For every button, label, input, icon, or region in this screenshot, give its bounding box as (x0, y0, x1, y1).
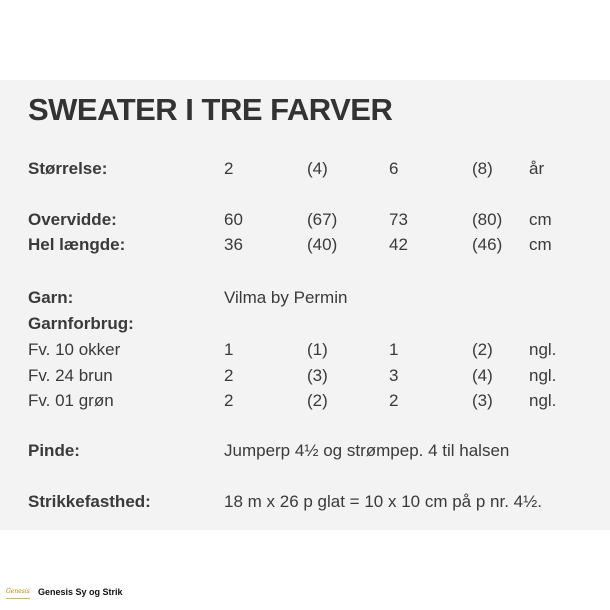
yarn-amount: 2 (224, 366, 234, 385)
laengde-label: Hel længde: (28, 235, 126, 254)
yarn-row (0, 364, 610, 388)
yarn-amount: 3 (389, 366, 399, 385)
yarn-amount: 1 (224, 340, 234, 359)
yarn-amount: 2 (224, 391, 234, 410)
strikkefasthed-row (0, 490, 610, 514)
yarn-amount: 2 (389, 391, 399, 410)
overvidde-value: 73 (389, 210, 408, 229)
pattern-title: SWEATER I TRE FARVER (28, 92, 393, 127)
yarn-color-label: Fv. 24 brun (28, 366, 113, 385)
overvidde-row (0, 208, 610, 232)
garn-value: Vilma by Permin (224, 288, 348, 307)
shop-footer (6, 585, 123, 599)
overvidde-unit: cm (529, 210, 552, 229)
size-row (0, 157, 610, 181)
yarn-color-label: Fv. 01 grøn (28, 391, 114, 410)
strikkefasthed-label: Strikkefasthed: (28, 492, 151, 511)
pinde-value: Jumperp 4½ og strømpep. 4 til halsen (224, 441, 510, 460)
shop-logo: Genesis (6, 586, 30, 599)
laengde-value: 36 (224, 235, 243, 254)
garn-label: Garn: (28, 288, 74, 307)
yarn-row (0, 389, 610, 413)
overvidde-value: (67) (307, 210, 338, 229)
yarn-unit: ngl. (529, 366, 557, 385)
size-unit: år (529, 159, 545, 178)
yarn-row (0, 338, 610, 362)
shop-name: Genesis Sy og Strik (38, 587, 123, 597)
yarn-amount: (1) (307, 340, 328, 359)
yarn-color-label: Fv. 10 okker (28, 340, 121, 359)
yarn-amount: (2) (307, 391, 328, 410)
overvidde-value: 60 (224, 210, 243, 229)
laengde-value: (46) (472, 235, 503, 254)
yarn-amount: (3) (307, 366, 328, 385)
overvidde-label: Overvidde: (28, 210, 117, 229)
overvidde-value: (80) (472, 210, 503, 229)
garnforbrug-label: Garnforbrug: (28, 314, 134, 333)
laengde-row (0, 233, 610, 257)
yarn-amount: (2) (472, 340, 493, 359)
size-value: 2 (224, 159, 234, 178)
pinde-label: Pinde: (28, 441, 80, 460)
yarn-unit: ngl. (529, 391, 557, 410)
garn-row (0, 286, 610, 310)
size-label: Størrelse: (28, 159, 108, 178)
yarn-amount: 1 (389, 340, 399, 359)
yarn-amount: (3) (472, 391, 493, 410)
size-value: (8) (472, 159, 493, 178)
laengde-unit: cm (529, 235, 552, 254)
size-value: 6 (389, 159, 399, 178)
laengde-value: (40) (307, 235, 338, 254)
strikkefasthed-value: 18 m x 26 p glat = 10 x 10 cm på p nr. 4½. (224, 492, 542, 511)
garnforbrug-row (0, 312, 610, 336)
laengde-value: 42 (389, 235, 408, 254)
size-value: (4) (307, 159, 328, 178)
yarn-unit: ngl. (529, 340, 557, 359)
pinde-row (0, 439, 610, 463)
yarn-amount: (4) (472, 366, 493, 385)
